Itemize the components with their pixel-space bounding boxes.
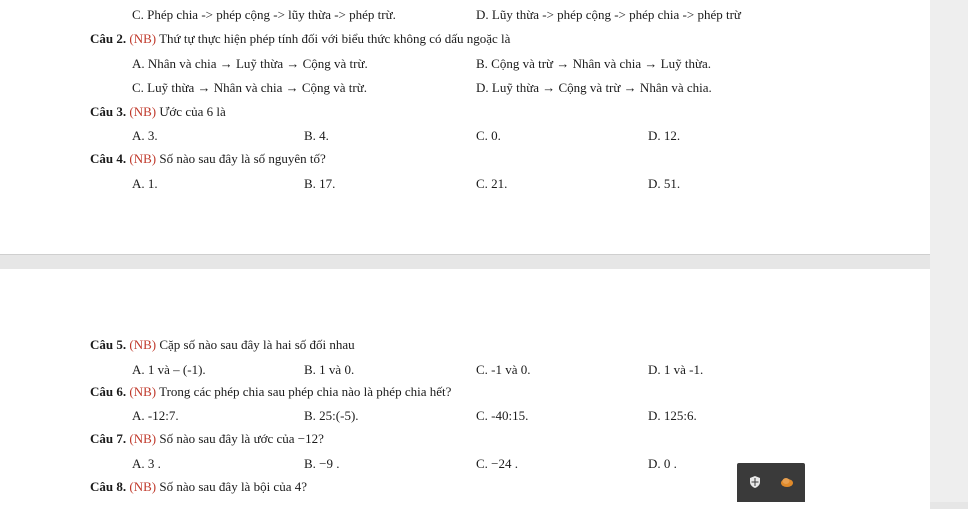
q4-option-d: D. 51. xyxy=(648,176,681,191)
question-8-label: Câu 8. xyxy=(90,479,127,494)
q3-option-d: D. 12. xyxy=(648,128,681,143)
question-3-text: Ước của 6 là xyxy=(156,104,226,119)
question-7-text: Số nào sau đây là ước của −12? xyxy=(156,431,324,446)
question-4-label: Câu 4. xyxy=(90,151,127,166)
question-5-text: Cặp số nào sau đây là hai số đối nhau xyxy=(156,337,355,352)
question-4-level: (NB) xyxy=(129,151,157,166)
q6-option-b: B. 25:(-5). xyxy=(304,408,359,423)
question-4 xyxy=(90,151,326,167)
q4-option-c: C. 21. xyxy=(476,176,508,191)
document-page-top xyxy=(0,0,930,254)
question-8-text: Số nào sau đây là bội của 4? xyxy=(156,479,307,494)
q7-option-a: A. 3 . xyxy=(132,456,161,471)
q2-option-d: D. Luỹ thừa → Cộng và trừ → Nhân và chia. xyxy=(476,80,712,95)
q6-option-a: A. -12:7. xyxy=(132,408,179,423)
question-5-label: Câu 5. xyxy=(90,337,127,352)
q7-option-d: D. 0 . xyxy=(648,456,677,471)
q7-option-b: B. −9 . xyxy=(304,456,340,471)
q1-option-c: C. Phép chia -> phép cộng -> lũy thừa -> phép trừ. xyxy=(132,7,396,22)
question-3-label: Câu 3. xyxy=(90,104,127,119)
question-3-level: (NB) xyxy=(129,104,157,119)
q3-option-a: A. 3. xyxy=(132,128,158,143)
scrollbar-track[interactable] xyxy=(930,0,968,502)
q7-option-c: C. −24 . xyxy=(476,456,519,471)
question-7 xyxy=(90,431,324,447)
question-5 xyxy=(90,337,355,353)
q4-option-a: A. 1. xyxy=(132,176,158,191)
q3-option-b: B. 4. xyxy=(304,128,329,143)
q3-option-c: C. 0. xyxy=(476,128,501,143)
question-4-text: Số nào sau đây là số nguyên tố? xyxy=(156,151,326,166)
question-5-level: (NB) xyxy=(129,337,157,352)
question-6-level: (NB) xyxy=(129,384,157,399)
question-6 xyxy=(90,384,451,400)
question-7-level: (NB) xyxy=(129,431,157,446)
q5-option-b: B. 1 và 0. xyxy=(304,362,355,377)
q1-option-d: D. Lũy thừa -> phép cộng -> phép chia -> phép trừ xyxy=(476,7,741,22)
q5-option-c: C. -1 và 0. xyxy=(476,362,531,377)
q4-option-b: B. 17. xyxy=(304,176,336,191)
question-2-label: Câu 2. xyxy=(90,31,127,46)
shield-icon[interactable] xyxy=(748,475,762,489)
q6-option-c: C. -40:15. xyxy=(476,408,529,423)
question-2-level: (NB) xyxy=(129,31,157,46)
q2-option-c: C. Luỹ thừa → Nhân và chia → Cộng và trừ. xyxy=(132,80,368,95)
question-6-label: Câu 6. xyxy=(90,384,127,399)
question-2 xyxy=(90,31,510,47)
q5-option-a: A. 1 và – (-1). xyxy=(132,362,206,377)
question-2-text: Thứ tự thực hiện phép tính đối với biểu thức không có dấu ngoặc là xyxy=(156,31,511,46)
question-6-text: Trong các phép chia sau phép chia nào là phép chia hết? xyxy=(156,384,452,399)
system-tray-popup xyxy=(737,463,805,502)
question-3 xyxy=(90,104,226,120)
question-8-level: (NB) xyxy=(129,479,157,494)
cloud-icon[interactable] xyxy=(780,475,794,489)
q2-option-b: B. Cộng và trừ → Nhân và chia → Luỹ thừa. xyxy=(476,56,712,71)
question-7-label: Câu 7. xyxy=(90,431,127,446)
q6-option-d: D. 125:6. xyxy=(648,408,697,423)
q5-option-d: D. 1 và -1. xyxy=(648,362,704,377)
question-8 xyxy=(90,479,307,495)
q2-option-a: A. Nhân và chia → Luỹ thừa → Cộng và trừ. xyxy=(132,56,368,71)
page-divider xyxy=(0,254,930,255)
